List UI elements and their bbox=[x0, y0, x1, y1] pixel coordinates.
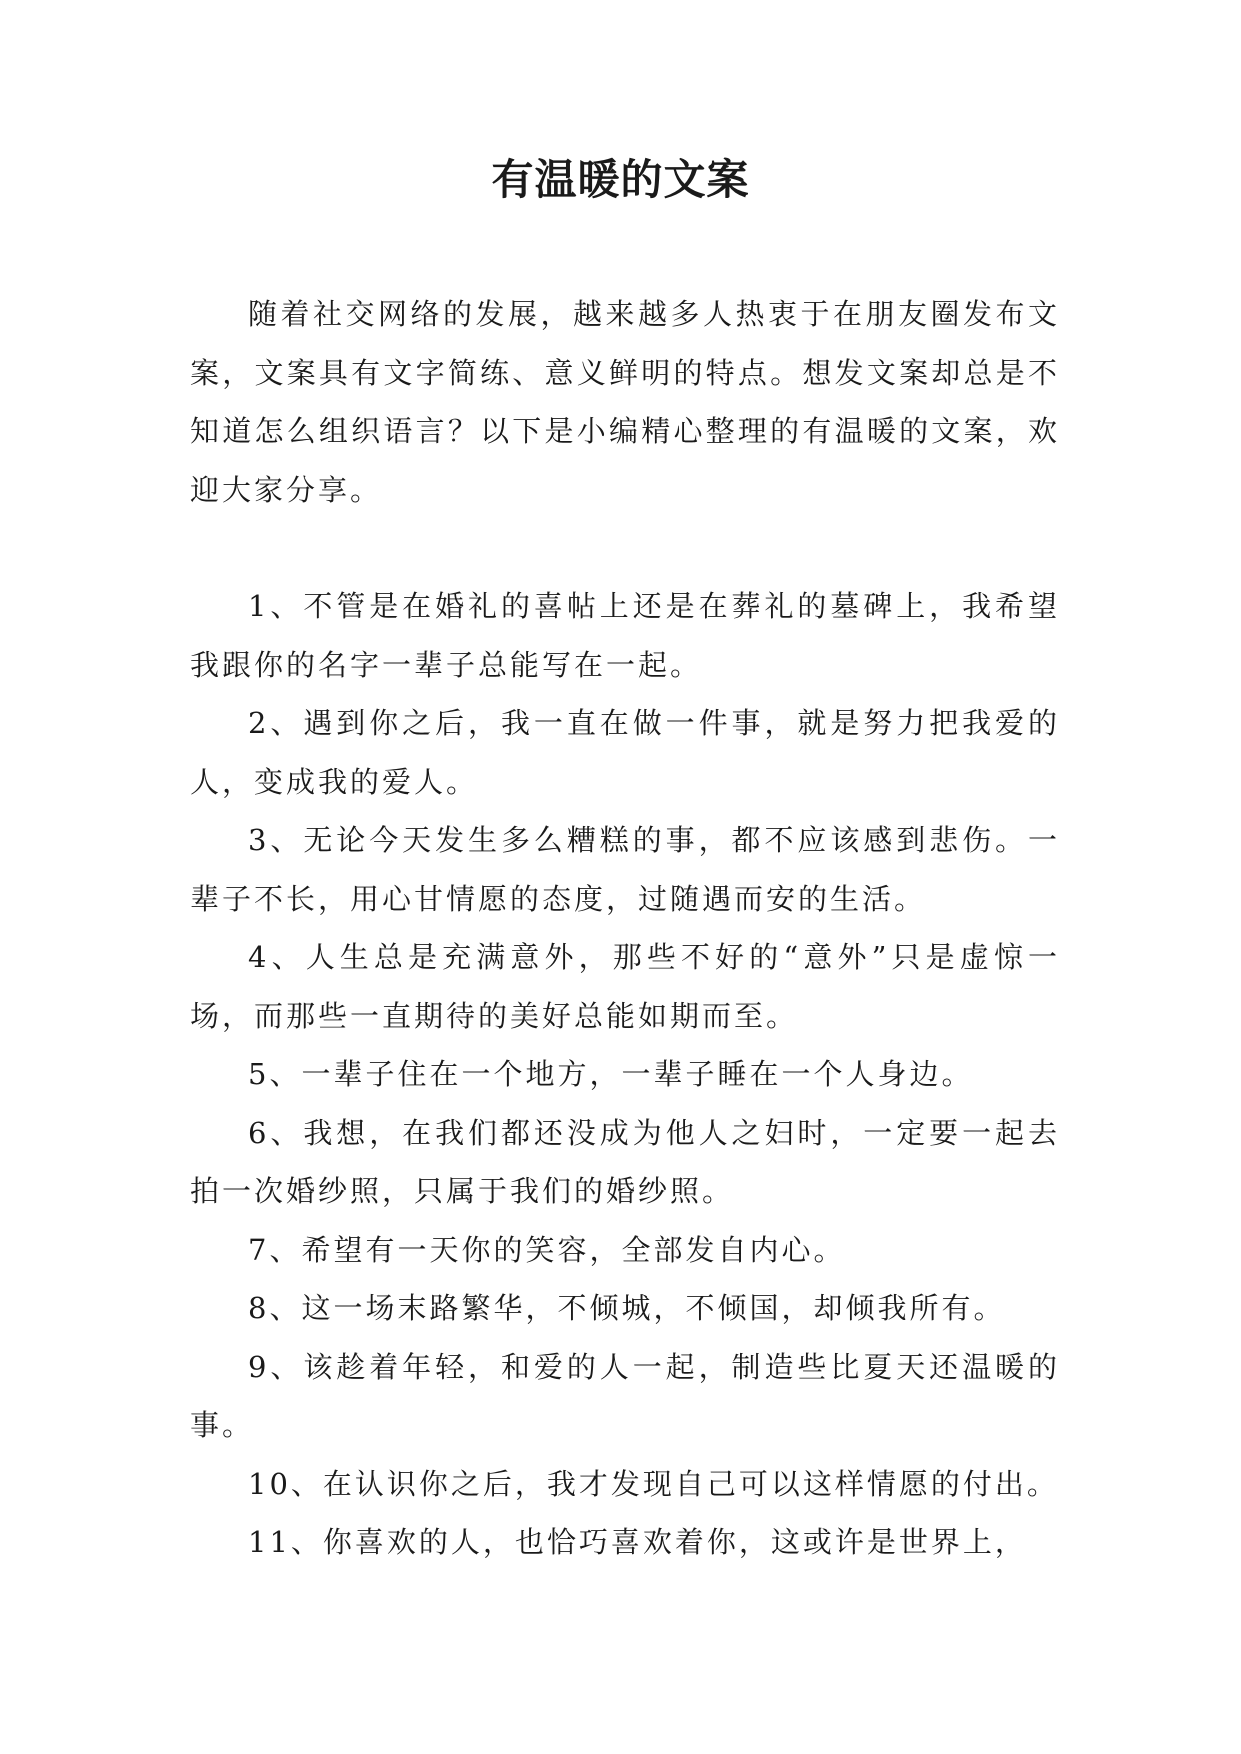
page-title: 有温暖的文案 bbox=[491, 155, 750, 204]
list-item: 1、不管是在婚礼的喜帖上还是在葬礼的墓碑上，我希望我跟你的名字一辈子总能写在一起。 bbox=[190, 589, 1060, 682]
list-item: 2、遇到你之后，我一直在做一件事，就是努力把我爱的人，变成我的爱人。 bbox=[190, 706, 1060, 799]
document-body bbox=[190, 285, 1060, 1572]
list-item: 6、我想，在我们都还没成为他人之妇时，一定要一起去拍一次婚纱照，只属于我们的婚纱照。 bbox=[190, 1115, 1060, 1208]
list-item: 11、你喜欢的人，也恰巧喜欢着你，这或许是世界上， bbox=[248, 1525, 1027, 1559]
list-item: 4、人生总是充满意外，那些不好的“意外”只是虚惊一场，而那些一直期待的美好总能如期而至。 bbox=[190, 940, 1060, 1033]
list-item: 8、这一场末路繁华，不倾城，不倾国，却倾我所有。 bbox=[248, 1291, 1006, 1325]
intro-paragraph: 随着社交网络的发展，越来越多人热衷于在朋友圈发布文案，文案具有文字简练、意义鲜明的特点。想发文案却总是不知道怎么组织语言？以下是小编精心整理的有温暖的文案，欢迎大家分享。 bbox=[190, 297, 1060, 507]
list-item: 3、无论今天发生多么糟糕的事，都不应该感到悲伤。一辈子不长，用心甘情愿的态度，过随遇而安的生活。 bbox=[190, 823, 1060, 916]
list-item: 7、希望有一天你的笑容，全部发自内心。 bbox=[248, 1232, 846, 1267]
list-item: 10、在认识你之后，我才发现自己可以这样情愿的付出。 bbox=[248, 1466, 1059, 1501]
list-item: 9、该趁着年轻，和爱的人一起，制造些比夏天还温暖的事。 bbox=[190, 1349, 1060, 1442]
list-item: 5、一辈子住在一个地方，一辈子睡在一个人身边。 bbox=[248, 1057, 974, 1091]
